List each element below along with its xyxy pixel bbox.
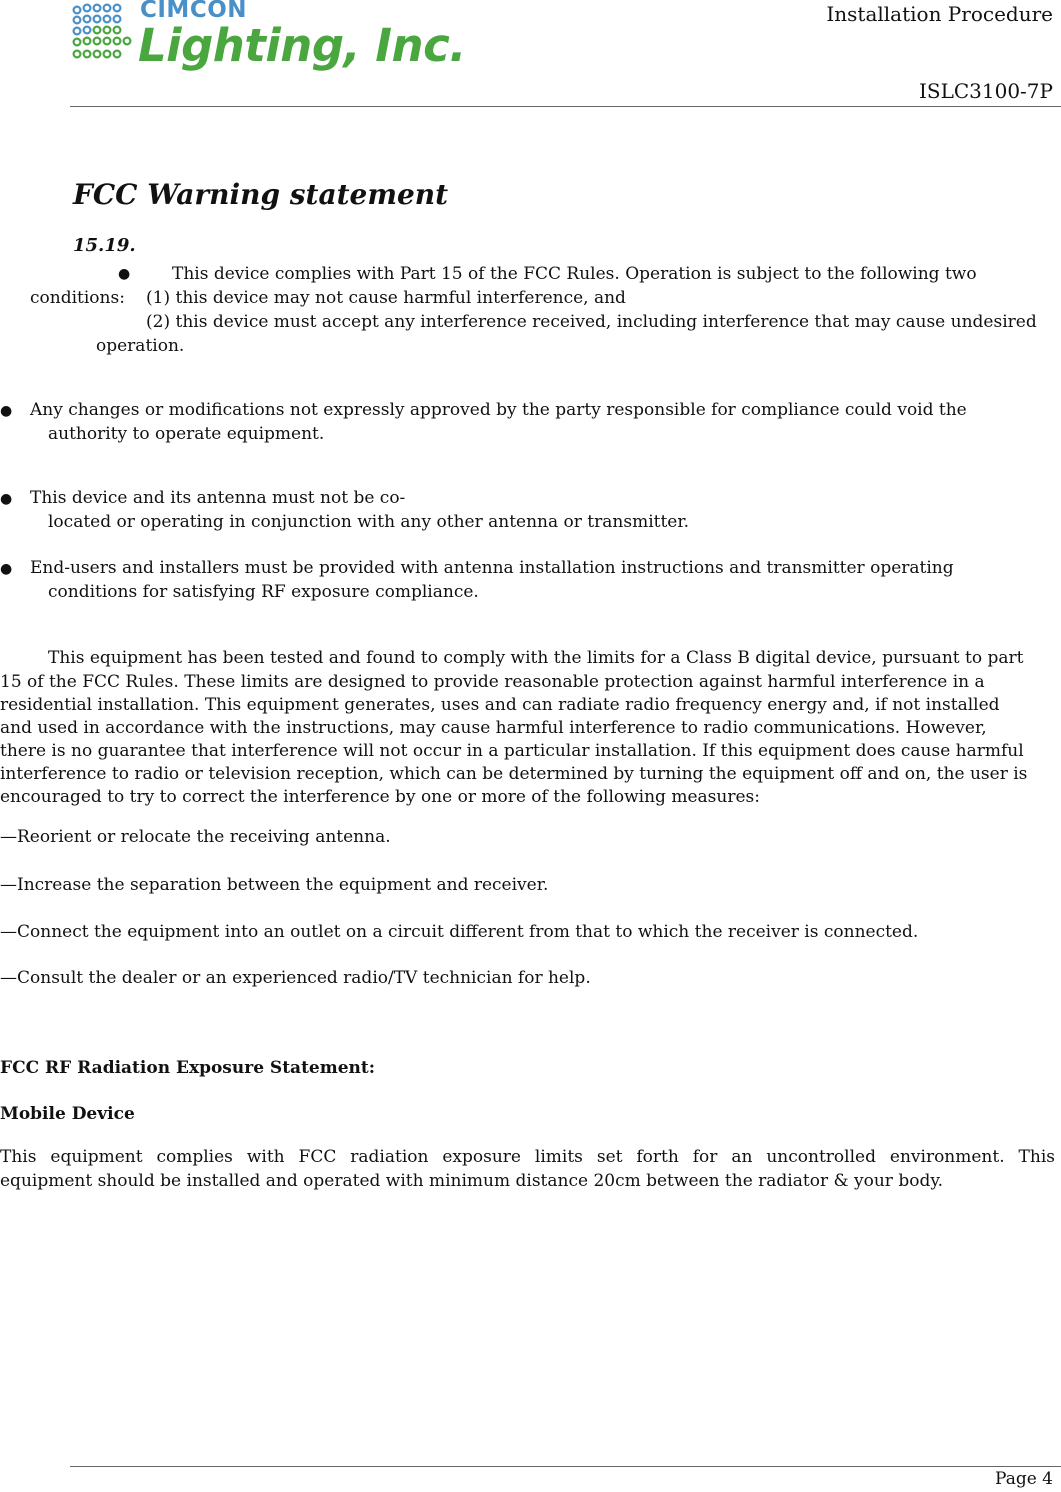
class-b-line-1: This equipment has been tested and found to comply with the limits for a Class B digital device, pursuant to part (48, 648, 1024, 668)
bullet-3-line-1: This device and its antenna must not be co- (30, 488, 406, 508)
section-number: 15.19. (73, 235, 136, 256)
rf-line-1: This equipment complies with FCC radiation exposure limits set forth for an uncontrolled environment. This (0, 1147, 1055, 1167)
class-b-line-6: interference to radio or television reception, which can be determined by turning the equipment off and on, the user is (0, 764, 1028, 784)
logo-top-text: CIMCON (140, 0, 248, 23)
footer-divider (70, 1466, 1061, 1467)
rf-subheading: Mobile Device (0, 1104, 135, 1124)
bullet-dot-icon: ● (0, 561, 13, 577)
logo-mark-icon (70, 2, 132, 74)
bullet-1-line-2: (1) this device may not cause harmful interference, and (146, 288, 626, 308)
bullet-dot-icon: ● (0, 403, 13, 419)
page-title: FCC Warning statement (73, 178, 449, 211)
bullet-2-line-2: authority to operate equipment. (48, 424, 325, 444)
class-b-line-4: and used in accordance with the instructions, may cause harmful interference to radio communications. However, (0, 718, 987, 738)
doc-type: Installation Procedure (826, 2, 1053, 26)
bullet-dot-icon: ● (118, 266, 131, 282)
measure-1: —Reorient or relocate the receiving antenna. (0, 827, 391, 847)
bullet-4-line-1: End-users and installers must be provided with antenna installation instructions and transmitter operating (30, 558, 954, 578)
logo-main-text: Lighting, Inc. (138, 19, 466, 72)
bullet-1-line-3: (2) this device must accept any interference received, including interference that may cause undesired (146, 312, 1037, 332)
model-number: ISLC3100-7P (918, 79, 1053, 103)
bullet-dot-icon: ● (0, 491, 13, 507)
measure-4: —Consult the dealer or an experienced radio/TV technician for help. (0, 968, 591, 988)
bullet-1-line-1: This device complies with Part 15 of the FCC Rules. Operation is subject to the following two (172, 264, 977, 284)
class-b-line-7: encouraged to try to correct the interference by one or more of the following measures: (0, 787, 760, 807)
rf-heading: FCC RF Radiation Exposure Statement: (0, 1058, 376, 1078)
bullet-2-line-1: Any changes or modifications not expressly approved by the party responsible for compliance could void the (30, 400, 967, 420)
measure-2: —Increase the separation between the equipment and receiver. (0, 875, 549, 895)
measure-3: —Connect the equipment into an outlet on a circuit different from that to which the receiver is connected. (0, 922, 919, 942)
bullet-1-line-4: operation. (96, 336, 185, 356)
page-number: Page 4 (995, 1469, 1053, 1489)
class-b-line-2: 15 of the FCC Rules. These limits are designed to provide reasonable protection against harmful interference in a (0, 672, 985, 692)
header-divider (70, 106, 1061, 107)
class-b-line-3: residential installation. This equipment generates, uses and can radiate radio frequency energy and, if not installed (0, 695, 1000, 715)
class-b-line-5: there is no guarantee that interference will not occur in a particular installation. If this equipment does cause harmful (0, 741, 1024, 761)
rf-line-2: equipment should be installed and operated with minimum distance 20cm between the radiator & your body. (0, 1171, 944, 1191)
bullet-4-line-2: conditions for satisfying RF exposure compliance. (48, 582, 479, 602)
bullet-3-line-2: located or operating in conjunction with any other antenna or transmitter. (48, 512, 690, 532)
conditions-label: conditions: (30, 288, 125, 308)
